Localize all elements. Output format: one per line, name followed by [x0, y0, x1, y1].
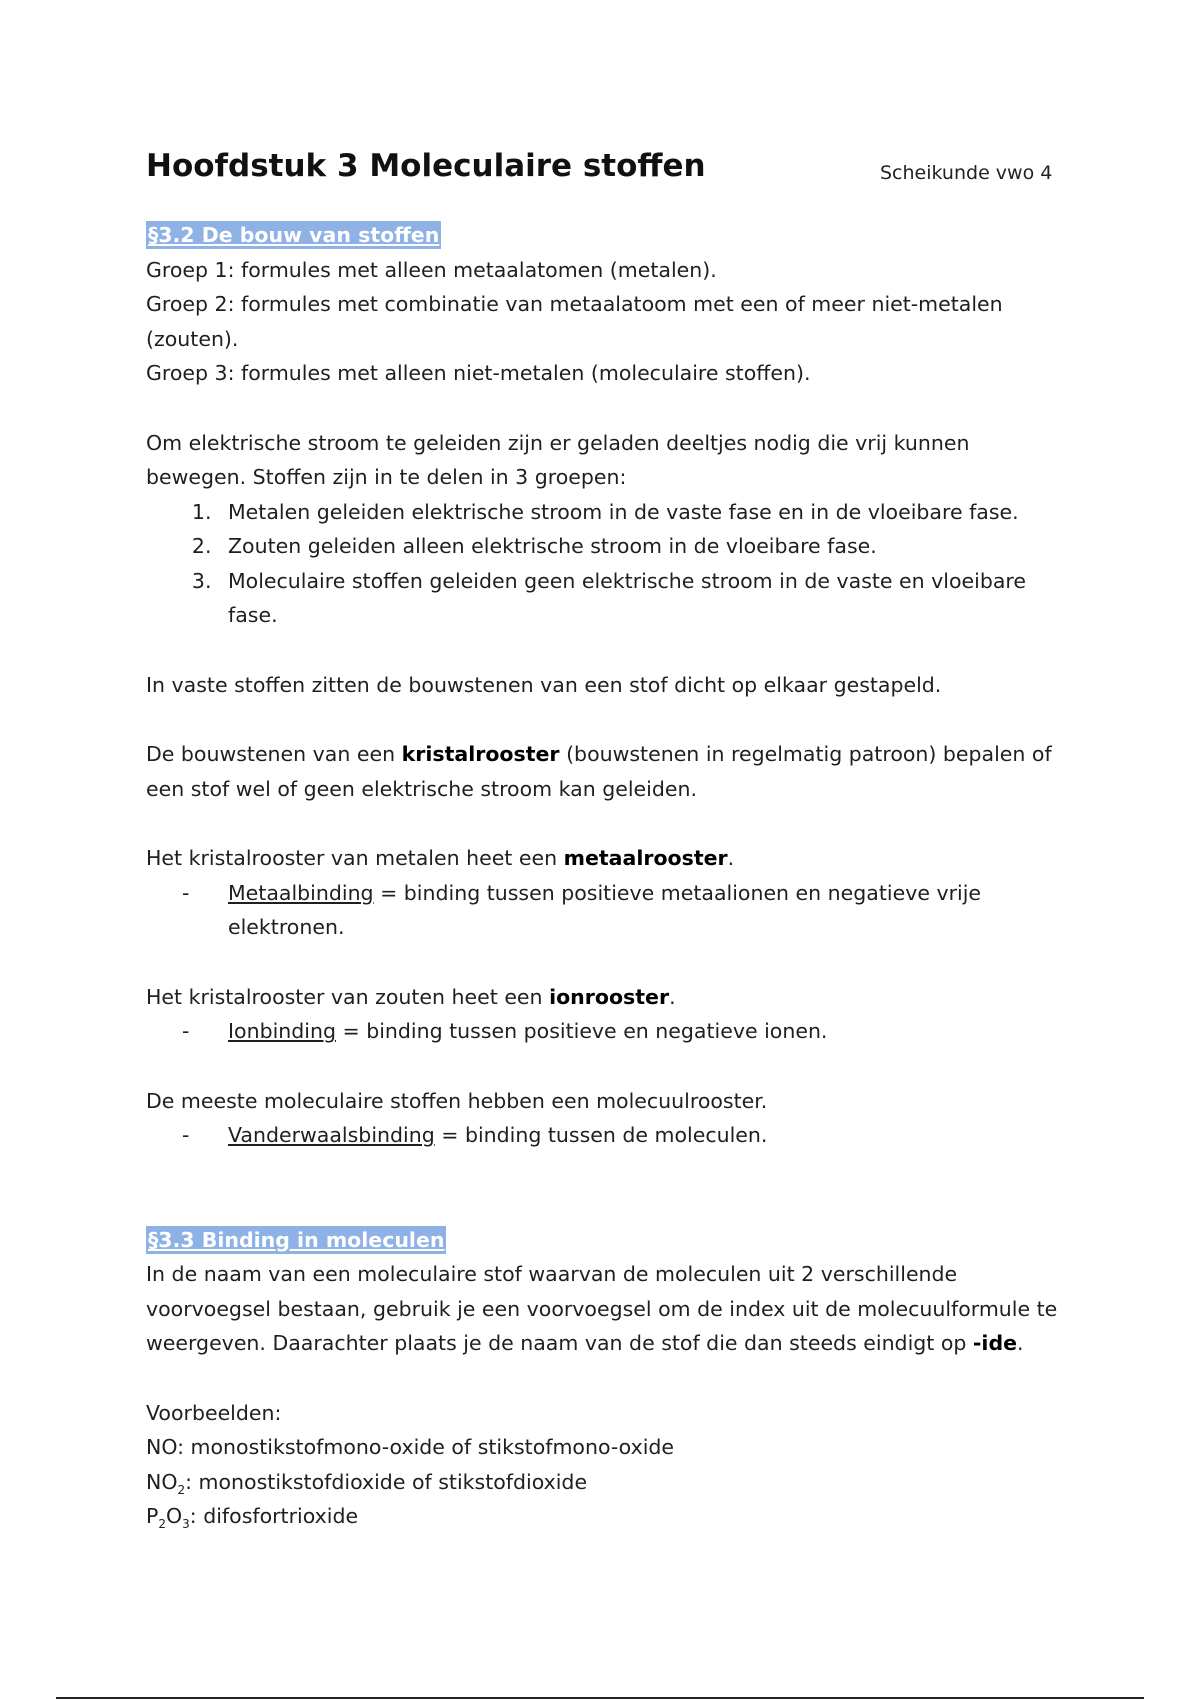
metal-bond-list: [146, 876, 1066, 945]
term-ionrooster: ionrooster: [549, 984, 670, 1009]
ion-bond-list: [146, 1014, 1066, 1049]
metal-lattice-text: Het kristalrooster van metalen heet een metaalrooster.: [146, 846, 735, 870]
term-ionbinding: Ionbinding: [228, 1019, 336, 1043]
crystal-lattice-text: De bouwstenen van een kristalrooster (bouwstenen in regelmatig patroon) bepalen of een stof wel of geen elektrische stroom kan geleiden.: [146, 742, 1052, 801]
list-item: - Ionbinding = binding tussen positieve en negatieve ionen.: [218, 1014, 1066, 1049]
section-heading-3-2: §3.2 De bouw van stoffen: [148, 223, 440, 247]
term-metaalrooster: metaalrooster: [563, 846, 728, 870]
document-body: [146, 218, 1066, 1534]
group-2-line: Groep 2: formules met combinatie van metaalatoom met een of meer niet-metalen (zouten).: [146, 292, 1003, 351]
subject-label: Scheikunde vwo 4: [880, 162, 1053, 184]
list-item: 2. Zouten geleiden alleen elektrische stroom in de vloeibare fase.: [218, 529, 1066, 564]
footer-divider: [56, 1697, 1144, 1699]
list-item: - Metaalbinding = binding tussen positieve metaalionen en negatieve vrije elektronen.: [218, 876, 1066, 945]
list-item: 3. Moleculaire stoffen geleiden geen elektrische stroom in de vaste en vloeibare fase.: [218, 564, 1066, 633]
molecule-lattice-text: De meeste moleculaire stoffen hebben een molecuulrooster.: [146, 1088, 768, 1113]
example-p2o3: $P_2O_3$: difosfortrioxide: [146, 1504, 359, 1532]
example-no2: $NO_2$: monostikstofdioxide of stikstofdioxide: [146, 1469, 588, 1497]
list-item: 1. Metalen geleiden elektrische stroom in de vaste fase en in de vloeibare fase.: [218, 495, 1066, 530]
vanderwaals-bond-list: [146, 1118, 1066, 1153]
example-no: NO: monostikstofmono-oxide of stikstofmono-oxide: [146, 1435, 675, 1459]
list-item: - Vanderwaalsbinding = binding tussen de moleculen.: [218, 1118, 1066, 1153]
section-heading-3-3: §3.3 Binding in moleculen: [148, 1227, 445, 1252]
term-kristalrooster: kristalrooster: [401, 742, 560, 766]
naming-rule-text: In de naam van een moleculaire stof waarvan de moleculen uit 2 verschillende voorvoegsel bestaan, gebruik je een voorvoegsel om de index uit de molecuulformule te weergeven. Daarachter plaats je de naam van de stof die dan steeds eindigt op -ide.: [146, 1262, 1058, 1355]
conduction-list: [146, 495, 1066, 633]
page-title: Hoofdstuk 3 Moleculaire stoffen: [146, 148, 706, 184]
examples-label: Voorbeelden:: [146, 1400, 282, 1425]
term-metaalbinding: Metaalbinding: [228, 880, 374, 905]
ion-lattice-text: Het kristalrooster van zouten heet een ionrooster.: [146, 984, 676, 1009]
term-vanderwaalsbinding: Vanderwaalsbinding: [228, 1123, 435, 1147]
group-1-line: Groep 1: formules met alleen metaalatomen (metalen).: [146, 257, 717, 282]
term-ide: -ide: [972, 1331, 1018, 1355]
solid-substances-text: In vaste stoffen zitten de bouwstenen van een stof dicht op elkaar gestapeld.: [146, 672, 942, 697]
group-3-line: Groep 3: formules met alleen niet-metalen (moleculaire stoffen).: [146, 361, 811, 385]
conduction-intro: Om elektrische stroom te geleiden zijn er geladen deeltjes nodig die vrij kunnen bewegen. Stoffen zijn in te delen in 3 groepen:: [146, 430, 970, 489]
